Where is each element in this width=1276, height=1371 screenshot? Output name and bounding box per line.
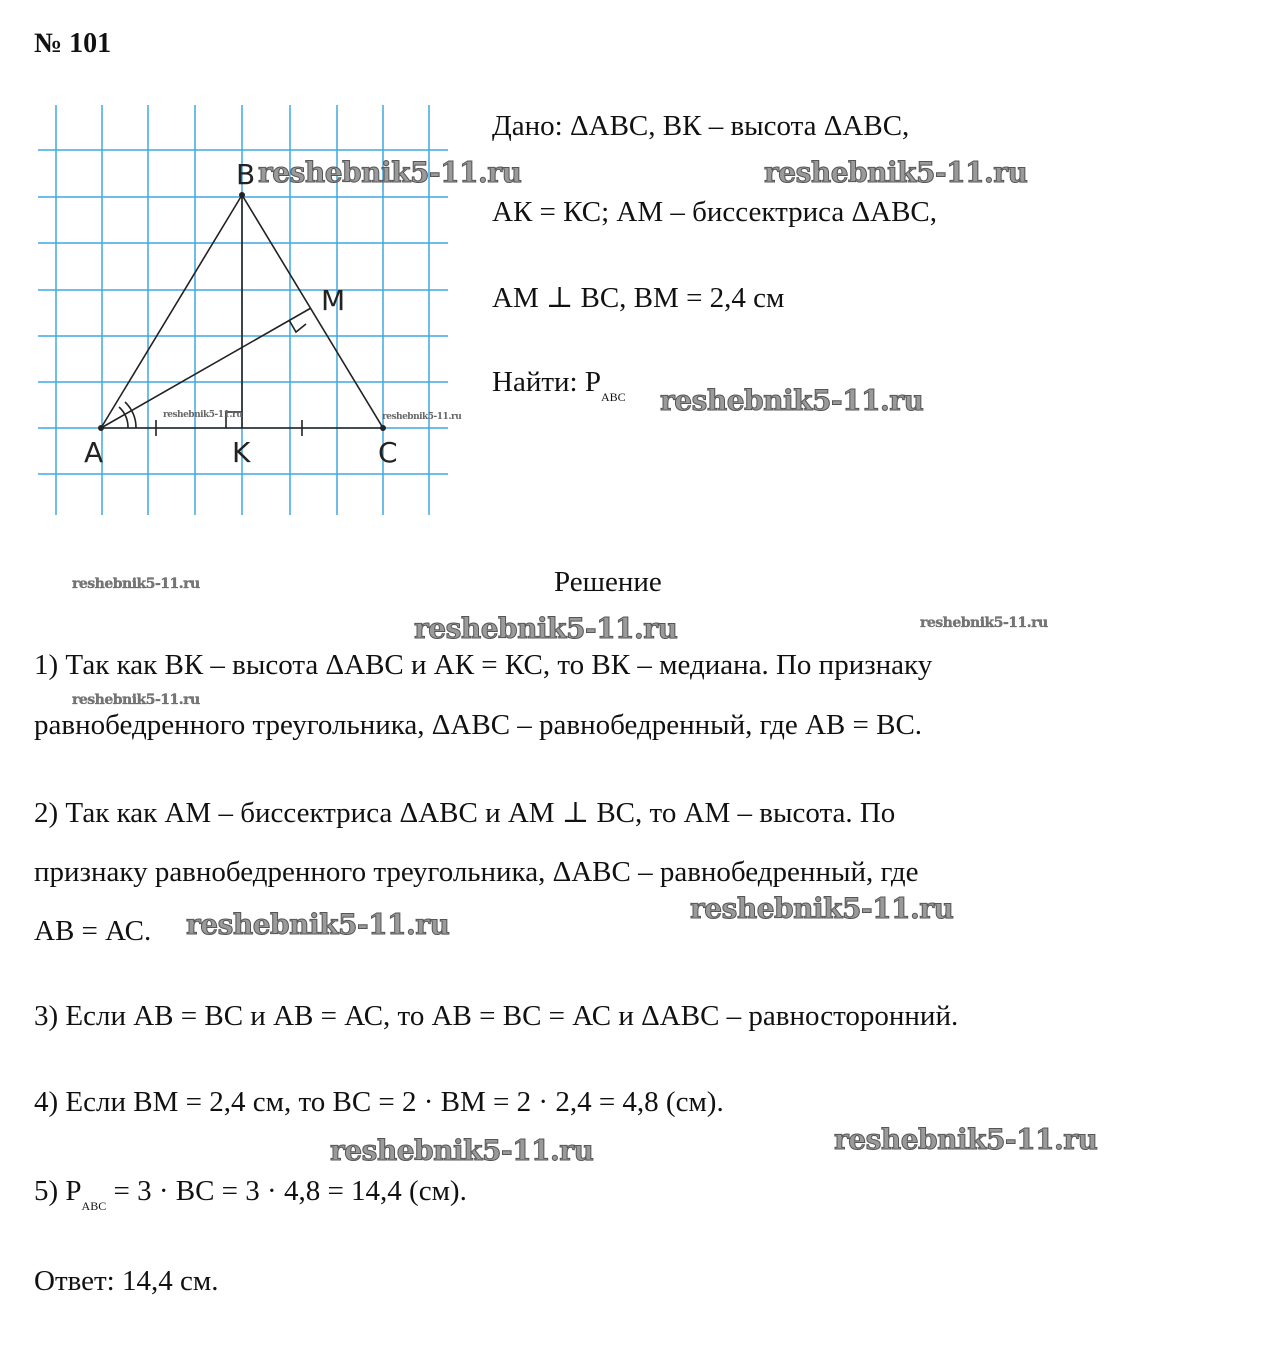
label-a: A xyxy=(84,436,104,469)
watermark: reshebnik5-11.ru xyxy=(330,1134,594,1167)
label-b: B xyxy=(236,158,256,191)
solution-heading: Решение xyxy=(554,566,662,598)
watermark: reshebnik5-11.ru xyxy=(382,412,462,422)
watermark: reshebnik5-11.ru xyxy=(72,692,200,708)
watermark: reshebnik5-11.ru xyxy=(764,156,1028,189)
answer: Ответ: 14,4 см. xyxy=(34,1265,219,1297)
watermark: reshebnik5-11.ru xyxy=(258,156,522,189)
label-c: C xyxy=(378,436,398,469)
triangle-figure xyxy=(0,0,470,530)
watermark: reshebnik5-11.ru xyxy=(414,612,678,645)
given-line-2: АК = КС; АМ – биссектриса ΔАВС, xyxy=(492,196,938,228)
step-3: 3) Если АВ = ВС и АВ = АС, то АВ = ВС = АС и ΔАВС – равносторонний. xyxy=(34,1000,959,1032)
given-line-3: АМ ⊥ ВС, ВМ = 2,4 см xyxy=(492,282,785,314)
step-1-line-2: равнобедренного треугольника, ΔАВС – равнобедренный, где АВ = ВС. xyxy=(34,709,923,741)
step-1-line-1: 1) Так как ВК – высота ΔАВС и АК = КС, то ВК – медиана. По признаку xyxy=(34,649,933,681)
right-angle-m xyxy=(289,320,306,332)
watermark: reshebnik5-11.ru xyxy=(186,908,450,941)
watermark: reshebnik5-11.ru xyxy=(920,615,1048,631)
watermark: reshebnik5-11.ru xyxy=(72,576,200,592)
step-5: 5) $Р_{АВС} = 3$ · ВС = 3 · 4,8 = 14,4 (см). xyxy=(34,1175,467,1213)
problem-number: № 101 xyxy=(34,28,112,59)
given-line-1: Дано: ΔАВС, ВК – высота ΔАВС, xyxy=(492,110,910,142)
step-2-line-3: АВ = АС. xyxy=(34,915,152,947)
label-k: K xyxy=(232,436,251,469)
watermark: reshebnik5-11.ru xyxy=(834,1123,1098,1156)
label-m: M xyxy=(321,284,346,317)
watermark: reshebnik5-11.ru xyxy=(690,892,954,925)
step-4: 4) Если ВМ = 2,4 см, то ВС = 2 · ВМ = 2 · 2,4 = 4,8 (см). xyxy=(34,1086,724,1118)
find-line: Найти: $Р_{АВС}$ xyxy=(492,366,626,404)
step-2-line-2: признаку равнобедренного треугольника, ΔАВС – равнобедренный, где xyxy=(34,856,919,888)
watermark: reshebnik5-11.ru xyxy=(660,384,924,417)
step-2-line-1: 2) Так как АМ – биссектриса ΔАВС и АМ ⊥ ВС, то АМ – высота. По xyxy=(34,797,896,829)
watermark: reshebnik5-11.ru xyxy=(163,410,243,420)
